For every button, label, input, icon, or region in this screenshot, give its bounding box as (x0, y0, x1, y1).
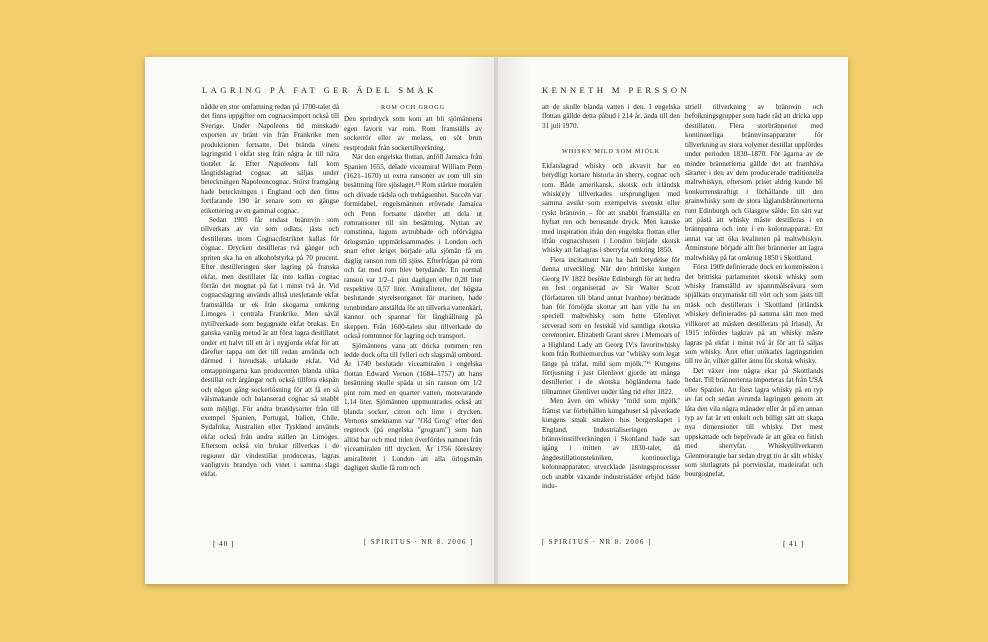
section-heading-rom-och-grogg: ROM OCH GROGG (381, 104, 445, 111)
paragraph: Först 1909 definierade dock en kommission i det brittiska parlamentet skotsk whisky som whisky framställd av spannmålsråvara som spjälkats enzymatiskt till vört och som jästs till mäsk och destillerats i Skottland (irländsk whiskey definierades på samma sätt men med villkoret att mäsken destillerats på Irland). År 1915 infördes lagkrav på att whisky måste lagras på ekfat i minst två år för att få säljas som whisky. Året efter utökades lagringstiden till tre år, vilket gäller ännu för skotsk whisky. (685, 263, 823, 366)
paragraph: striell tillverkning av brännvin och befolkningsgrupper som hade råd att dricka upp destillaten. Flera storbrännerier med kontinuerliga brännvinsapparater för tillverkning av stora volymer destillat uppfördes under perioden 1830–1870. För ägarna av de mindre brännerierna gällde det att framhäva särarter i den av dem producerade traditionella maltwhiskyn, eftersom priset aldrig kunde bli konkurrenskraftigt i förhållande till den grainwhisky som de stora låglandsbrännerierna runt Edinburgh och Glasgow sålde. Ett sätt var att påstå att whisky måste destilleras i en brännpanna och inte i en kolonnapparat. Ett annat var att öka kvaliteten på maltwhiskyn. Åtminstone började allt fler brännerier att lagra maltwhisky på fat omkring 1850 i Skottland. (685, 103, 823, 262)
section-heading-whisky-mild-som-mjolk: WHISKY MILD SOM MJÖLK (562, 148, 660, 156)
paragraph: Sjömännens vana att dricka rommen ren ledde dock ofta till fylleri och slagsmål ombord. År 1740 beslutade viceamiralen i engelska flottan Edward Vernon (1684–1757) att hans besättning skulle späda ut sin ranson om 1/2 pint rom med en quarter vatten, motsvarande 1,14 liter. Sjömännen uppmuntrades också att blanda socker, citron och lime i drycken. Vernons smeknamn var "Old Grog" efter den regnrock (på engelska "grogram") som han alltid bar och med tiden överfördes namnet från viceamiralen till drycken. År 1756 föreskrev amiralitetet i London att alla örlogsmän dagligen skulle få rom och (344, 341, 482, 473)
running-head-right: KENNETH M PERSSON (542, 85, 691, 95)
running-head-left: LAGRING PÅ FAT GER ÄDEL SMAK (202, 85, 437, 95)
right-page (496, 57, 848, 584)
paragraph: Det växer inte några ekar på Skottlands hedar. Till brännerierna importeras fat från USA eller Spanien. Att först lagra whisky på en typ av fat och sedan avrunda lagringen genom att låta den vila några månader eller år på en annan typ av fat är ett enkelt och billigt sätt att skapa nya dimensioner till whisky. Det mest uppskattade och beprövade är att göra en finish med sherryfat. Whiskytillverkaren Glenmorangie har sedan drygt tio år sålt whisky som slutlagrats på portvinsfat, madeirafat och bourgognefat, (685, 366, 823, 479)
page-number-left: [ 40 ] (213, 539, 235, 548)
paragraph: Sedan 1905 får endast brännvin som tillverkats av vin som odlats, jästs och destillerats inom Cognacdistriktet kallas för cognac. Drycken destilleras två gånger och spriten ska ha en alkoholstyrka på 70 procent. Efter destilleringen sker lagring på franska ekfat, men destillatet får inte kallas cognac förrän det mognat på fat i minst två år. Vid cognacslagring används alltså uteslutande ekfat framställda ur ek från skogarna omkring Limoges i centrala Frankrike. Men såväl nytillverkade som begagnade ekfat brukas. En ganska vanlig metod är att först lagra destillatet under ett halvt till ett år i nygjorda ekfat för att därefter tappa om det till redan använda och därmed i huvudsak urlakade ekfat. Vid omtappningarna kan producenten blanda olika destillat och årgångar och också tillföra ekspån och någon gång sockerlösning för att få en så välsmakande och balanserad cognac så snabbt som möjligt. För andra brandysorter från till exempel Spanien, Portugal, Italien, Chile, Sydafrika, Australien eller Tyskland används ekfat också från andra ställen än Limoges. Eftersom också vin brukar tillverkas i de regioner där vindestillat produceras, lagras vanligtvis brandyn och vinet i samma slags ekfat. (201, 216, 339, 479)
paragraph: När den engelska flottan, anföll Jamaica från Spanien 1655, delade viceamiral William Penn (1621–1670) ut extra ransoner av rom till sin besättning före sjöslaget.¹⁵ Rom stärkte moralen och dövade rädsla och trehågsenhet. Succén var formidabel, engelsmännen erövrade Jamaica och Penn fortsatte därefter att dela ut romransoner till sin besättning. Nyttan av romstinna, lagom avtrubbade och oförvägna örlogsmän uppmärksammades i London och snart efter kriget började alla sjömän få en daglig ranson rom till sjöss. Efterfrågan på rom och fat med rom blev betydande. En normal ranson var 1/2–1 pint dagligen eller 0,28 liter respektive 0,57 liter. Amiralitetet, det högsta beslutande styrelseorganet för marinen, hade tunnbindare anställda för att tillverka vattenkärl, kannor och spannar för långhållning på skeppen. Från 1600-talets slut tillverkade de också romtunnor för lagring och transport. (344, 153, 482, 341)
page-number-right: [ 41 ] (783, 539, 805, 548)
right-page-column-1 (542, 103, 680, 527)
paragraph: Den spritdryck som kom att bli sjömännens egen favorit var rom. Rom framställs av sockerrör eller av melass, en söt brun restprodukt från sockertillverkning. (344, 115, 482, 152)
paragraph: nådde en stor omfattning redan på 1700-talet då det finns uppgifter om cognacsimport också till Sverige. Under Napoleons tid minskade exporten av bränt vin från Frankrike men produktionen fortsatte. Det brända vinets lagringstid i ekfat steg från några år till nära tiotalet år. Efter Napoleons fall kom långtidslagrad cognac att säljas under beteckningen Napoleoncognac. Störst framgång hade beteckningen i England och den finns fortfarande 190 år senare som en gängse etikettering av en gammal cognac. (201, 103, 339, 215)
paragraph: Ekfatslagrad whisky och akvavit har en betydligt kortare historia än sherry, cognac och rom. Både amerikansk, skotsk och irländsk whisk(e)y tillverkades ursprungligen med samma avsikt som exempelvis svenskt eller ryskt brännvin – för att snabbt framställa en hyfsat ren och berusande dryck. Men kanske med inspiration ifrån den engelska flottan eller ifrån cognacshusen i London började skotsk whisky att fatlagras i sherryfat omkring 1850. (542, 161, 680, 255)
left-page-column-2 (344, 103, 482, 527)
right-page-column-2 (685, 103, 823, 527)
left-page (145, 57, 497, 584)
spine-gutter (494, 57, 498, 584)
paragraph: Men även om whisky "mild som mjölk" främst var förbehållen kungahuset så påverkade kungens smak smaken hos borgerskapet i England. Industrialiseringen av brännvinstillverkningen i Skottland hade satt igång i mitten av 1830-talet, då ångdestillationstekniken, kontinuerliga kolonnapparater, utvecklade jäsningsprocesser och snabbt växande industristäder erbjöd bäde indu- (542, 397, 680, 491)
left-page-column-1 (201, 103, 339, 527)
paragraph: Flera incitament kan ha haft betydelse för denna utveckling. När den brittiske kungen Georg IV 1822 besökte Edinburgh för att hedra en fest organiserad av Sir Walter Scott (författaren till bland annat Ivanhoe) berättade han för förnöjda skottar att han ville ha en speciell maltwhisky som hette Glenlivet serverad som en festskål vid samtliga skotska ceremonier. Elizabeth Grant skrev i Memoars of a Highland Lady att Georg IV:s favoritwhisky kom från Rothiemurchus var "whisky som legat länge på träfat, mild som mjölk."¹⁶ Kungens förtjusning i just Glenlivet gjorde att många destillerier i de skotska högländerna hade tillnamnet Glenlivet under lång tid efter 1822. (542, 255, 680, 396)
book-spread (145, 57, 848, 584)
magazine-footer-left: [ SPIRITUS · NR 8. 2006 ] (364, 539, 474, 546)
paragraph: att de skulle blanda vatten i den. I engelska flottan gällde detta påbud i 214 år, ända till den 31 juli 1970. (542, 103, 680, 130)
magazine-footer-right: [ SPIRITUS · NR 8. 2006 ] (542, 539, 652, 546)
